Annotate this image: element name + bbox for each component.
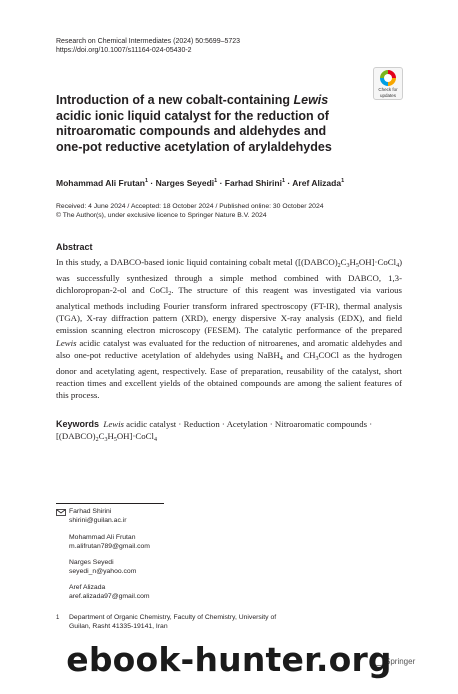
title-part1: Introduction of a new cobalt-containing [56, 93, 294, 107]
footnote-rule [56, 503, 164, 504]
abstract-segment: and CH [282, 349, 316, 360]
abstract-text [56, 256, 402, 401]
journal-header [56, 37, 240, 55]
contact-name: Aref Alizada [69, 584, 106, 591]
author-affil-marker: 1 [281, 178, 286, 184]
author-name: Narges Seyedi [155, 177, 215, 188]
title-part2: acidic ionic liquid catalyst for the reduction of nitroaromatic compounds and aldehydes and one-pot reductive acetylation of arylaldehydes [56, 108, 332, 154]
publication-dates [56, 202, 324, 220]
keywords [56, 418, 402, 446]
keywords-label: Keywords [56, 419, 100, 429]
abstract-segment: COCl as the hydrogen donor and acetylating agent, respectively. Ease of preparation, reusability of the catalyst, short reaction times and excellent yields of the obtained compounds are among the salient features of this process. [56, 349, 402, 400]
badge-line1: Check for [378, 87, 398, 92]
crossmark-icon [380, 70, 396, 86]
author-name: Farhad Shirini [224, 177, 282, 188]
history-dates: Received: 4 June 2024 / Accepted: 18 October 2024 / Published online: 30 October 2024 [56, 203, 324, 210]
keyword-subscript: 4 [153, 437, 157, 443]
contact-name: Farhad Shirini [69, 508, 112, 515]
author-affil-marker: 1 [144, 178, 149, 184]
keyword-segment: acidic catalyst · Reduction · Acetylation · Nitroaromatic compounds · [(DABCO) [56, 419, 373, 441]
affiliation-text: Department of Organic Chemistry, Faculty of Chemistry, University of Guilan, Rasht 41335-19141, Iran [69, 614, 277, 630]
title-italic: Lewis [293, 93, 329, 107]
badge-line2: updates [379, 93, 396, 98]
copyright-line: © The Author(s), under exclusive licence to Springer Nature B.V. 2024 [56, 212, 267, 219]
watermark: ebook-hunter.org [66, 640, 392, 679]
contact-name: Narges Seyedi [69, 559, 114, 566]
contact-email[interactable]: m.alifrutan789@gmail.com [69, 542, 150, 550]
keyword-subscript: 3 [104, 437, 108, 443]
author-separator: · [148, 177, 156, 188]
abstract-subscript: 4 [396, 263, 400, 269]
abstract-segment: H [349, 257, 356, 267]
contact-block [69, 508, 127, 526]
contact-email[interactable]: aref.alizada97@gmail.com [69, 592, 150, 600]
check-for-updates-badge[interactable] [373, 67, 403, 100]
contact-email[interactable]: seyedi_n@yahoo.com [69, 567, 137, 575]
abstract-segment: In this study, a DABCO-based ionic liquid containing cobalt metal ([(DABCO) [56, 257, 338, 267]
doi-link[interactable]: https://doi.org/10.1007/s11164-024-05430-2 [56, 47, 192, 54]
abstract-segment: ) was successfully synthesized through a simple method combined with DABCO, 1,3-dichloropropan-2-ol and CoCl [56, 257, 402, 296]
abstract-segment: OH]·CoCl [358, 257, 397, 267]
author-separator: · [217, 177, 225, 188]
keyword-segment: H [107, 431, 114, 441]
envelope-icon [56, 509, 66, 516]
abstract-subscript: 3 [346, 263, 350, 269]
abstract-subscript: 2 [337, 263, 341, 269]
abstract-italic: Lewis [56, 337, 77, 348]
author-separator: · [285, 177, 293, 188]
author-affil-marker: 1 [214, 178, 218, 184]
journal-citation: Research on Chemical Intermediates (2024) 50:5699–5723 [56, 38, 241, 45]
author-name: Mohammad Ali Frutan [56, 177, 145, 188]
contact-block [69, 534, 150, 552]
keyword-segment: OH]·CoCl [116, 431, 154, 441]
abstract-subscript: 4 [279, 355, 283, 362]
abstract-segment: acidic catalyst was evaluated for the reduction of nitroarenes, and aromatic aldehydes and also one-pot reductive acetylation of aldehydes using NaBH [56, 337, 402, 360]
contact-block [69, 559, 136, 577]
abstract-heading: Abstract [56, 242, 93, 252]
keyword-segment: C [98, 431, 105, 441]
affiliation-marker: 1 [56, 615, 60, 621]
keyword-subscript: 5 [113, 437, 117, 443]
keyword-subscript: 2 [95, 437, 99, 443]
author-affil-marker: 1 [341, 178, 345, 184]
abstract-segment: . The structure of this reagent was investigated via various analytical methods including Fourier transform infrared spectroscopy (FT-IR), thermal analysis (TGA), X-ray diffraction pattern (XRD), energy dispersive X-ray analysis (EDX), and field emission scanning electron microscopy (FESEM). The catalytic performance of the prepared [56, 285, 402, 336]
author-name: Aref Alizada [292, 177, 342, 188]
author-list [56, 176, 344, 189]
abstract-subscript: 5 [355, 263, 359, 269]
abstract-subscript: 2 [168, 291, 172, 298]
contact-block [69, 584, 150, 602]
keyword-italic: Lewis [103, 419, 124, 429]
publisher-name: Springer [385, 657, 416, 666]
contact-email[interactable]: shirini@guilan.ac.ir [69, 516, 127, 524]
abstract-segment: C [340, 257, 347, 267]
paper-title [56, 93, 356, 155]
contact-name: Mohammad Ali Frutan [69, 534, 136, 541]
abstract-subscript: 3 [315, 355, 319, 362]
